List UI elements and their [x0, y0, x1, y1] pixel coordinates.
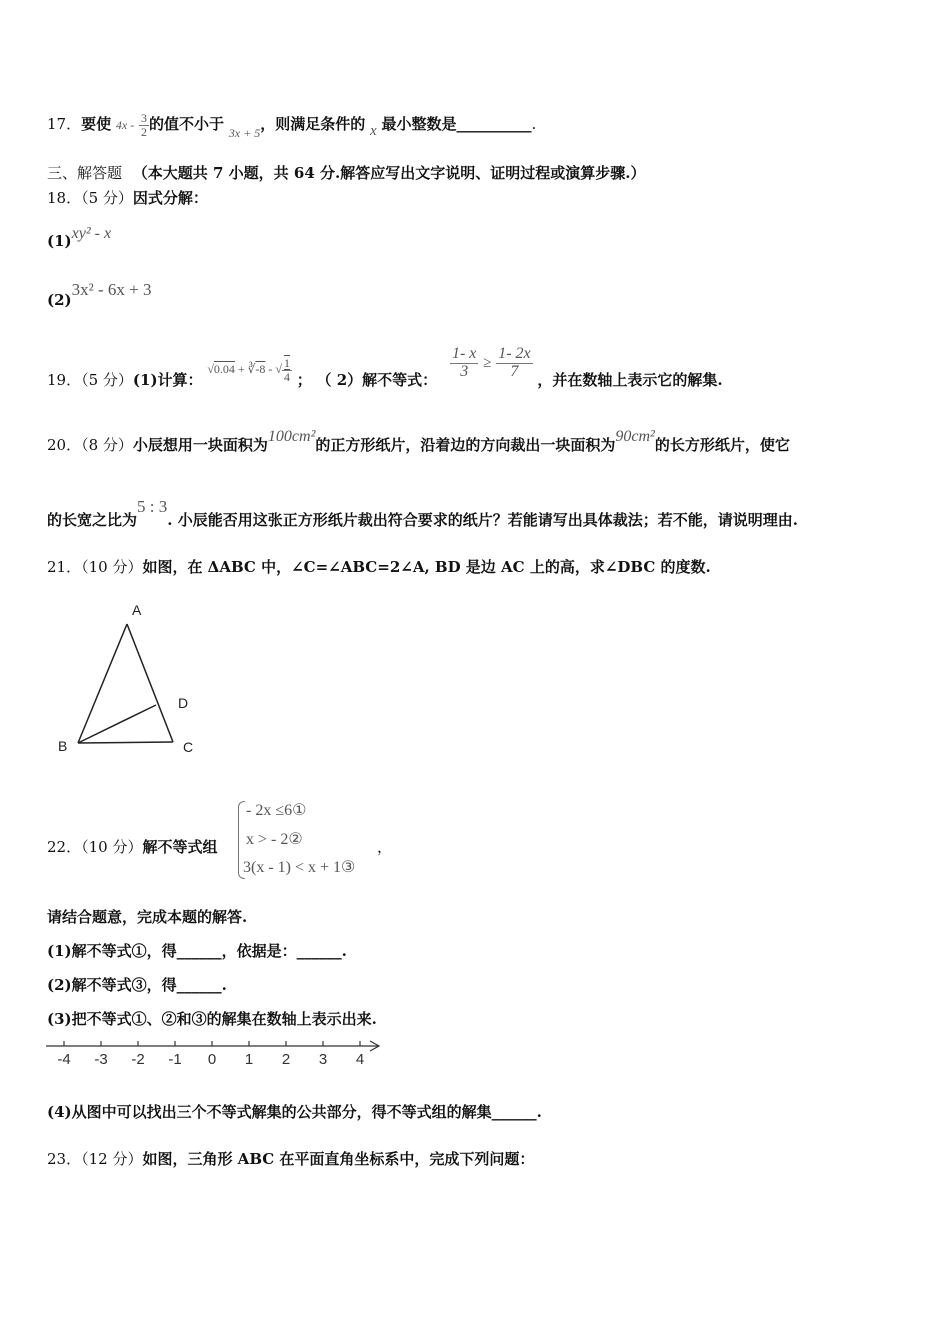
- q20-area-100: 100cm²: [267, 428, 316, 445]
- q17-fraction: $\frac{3}{2}$: [141, 111, 147, 139]
- q19-line: 19．（5 分）(1)计算： $_{√0.04 + ∛-8 - √ \frac{1}{4}}$ ； （ 2）解不等式： $\frac{1- x}{3}$ ≥ $\frac{1- 2x}{7}$ ，并在数轴上表示它的解集.: [47, 345, 723, 390]
- q22-step2: (2)解不等式③，得______.: [47, 976, 227, 994]
- axis-tick-label: 4: [355, 1051, 365, 1068]
- q21-triangle-figure: [50, 598, 220, 763]
- q22-number-line: [44, 1036, 384, 1070]
- q17-answer-blank: __________: [456, 115, 532, 134]
- label-a: A: [132, 602, 142, 618]
- q17-line: 17．要使 4x - $\frac{3}{2}$ 的值不小于 $_{3x + 5}$，则满足条件的 x 最小整数是__________.: [47, 111, 537, 141]
- q17-expr-a: 4x -: [115, 118, 135, 133]
- q22-step4: (4)从图中可以找出三个不等式解集的公共部分，得不等式组的解集______.: [47, 1103, 542, 1121]
- section3-title: 三、解答题: [47, 164, 123, 182]
- q22-comma: ，: [377, 838, 393, 856]
- q22-line: 22．（10 分）解不等式组: [47, 838, 218, 856]
- q18-line: 18．（5 分）因式分解：: [47, 189, 208, 207]
- q19-fraction-right: $\frac{1- 2x}{7}$: [498, 345, 531, 380]
- q17-number: 17．: [47, 115, 82, 134]
- axis-tick-label: 1: [244, 1051, 254, 1068]
- q17-expr-b: 3x + 5: [228, 126, 261, 141]
- q20-ratio: 5 : 3: [137, 497, 168, 516]
- q22-ineq3: 3(x - 1) < x + 1③: [243, 859, 356, 876]
- q20-line1: 20．（8 分）小辰想用一块面积为100cm²的正方形纸片，沿着边的方向裁出一块面积为90cm²的长方形纸片，使它: [47, 428, 790, 454]
- axis-tick-label: 3: [318, 1051, 328, 1068]
- axis-tick-label: -1: [168, 1051, 182, 1068]
- label-d: D: [178, 695, 189, 711]
- section3-description: （本大题共 7 小题，共 64 分.解答应写出文字说明、证明过程或演算步骤.）: [132, 164, 646, 182]
- q22-ineq1: - 2x ≤6①: [246, 802, 307, 819]
- label-c: C: [183, 739, 194, 755]
- q20-area-90: 90cm²: [615, 428, 655, 445]
- axis-tick-label: -2: [131, 1051, 145, 1068]
- altitude-bd: [78, 705, 156, 743]
- q20-line2: 的长宽之比为5 : 3. 小辰能否用这张正方形纸片裁出符合要求的纸片？若能请写出具体裁法；若不能，请说明理由.: [47, 497, 798, 529]
- side-bc: [78, 742, 173, 743]
- label-b: B: [58, 738, 68, 754]
- q23-line: 23．（12 分）如图，三角形 ABC 在平面直角坐标系中，完成下列问题：: [47, 1150, 535, 1168]
- q19-fraction-left: $\frac{1- x}{3}$: [451, 345, 477, 380]
- q21-line: 21．（10 分）如图，在 ΔABC 中，∠C=∠ABC=2∠A, BD 是边 AC 上的高，求∠DBC 的度数.: [47, 558, 711, 576]
- q19-radical-expression: √0.04 + ∛-8 - √ 1 4: [207, 356, 290, 385]
- section3-heading: [47, 162, 645, 183]
- q18-part1: (1)xy² - x: [47, 225, 112, 250]
- side-ac: [127, 624, 173, 742]
- axis-tick-label: -3: [94, 1051, 108, 1068]
- q22-step1: (1)解不等式①，得______，依据是：______.: [47, 942, 347, 960]
- axis-tick-label: -4: [57, 1051, 71, 1068]
- q22-ineq2: x > - 2②: [246, 831, 303, 848]
- side-ab: [78, 624, 127, 743]
- q22-step3: (3)把不等式①、②和③的解集在数轴上表示出来.: [47, 1010, 377, 1028]
- axis-tick-label: 2: [281, 1051, 291, 1068]
- q19-relation: ≥: [483, 355, 492, 372]
- q22-intro: 请结合题意，完成本题的解答.: [47, 908, 248, 926]
- q18-part2: (2)3x² - 6x + 3: [47, 280, 152, 309]
- q17-var-x: x: [370, 123, 377, 140]
- axis-tick-label: 0: [207, 1051, 217, 1068]
